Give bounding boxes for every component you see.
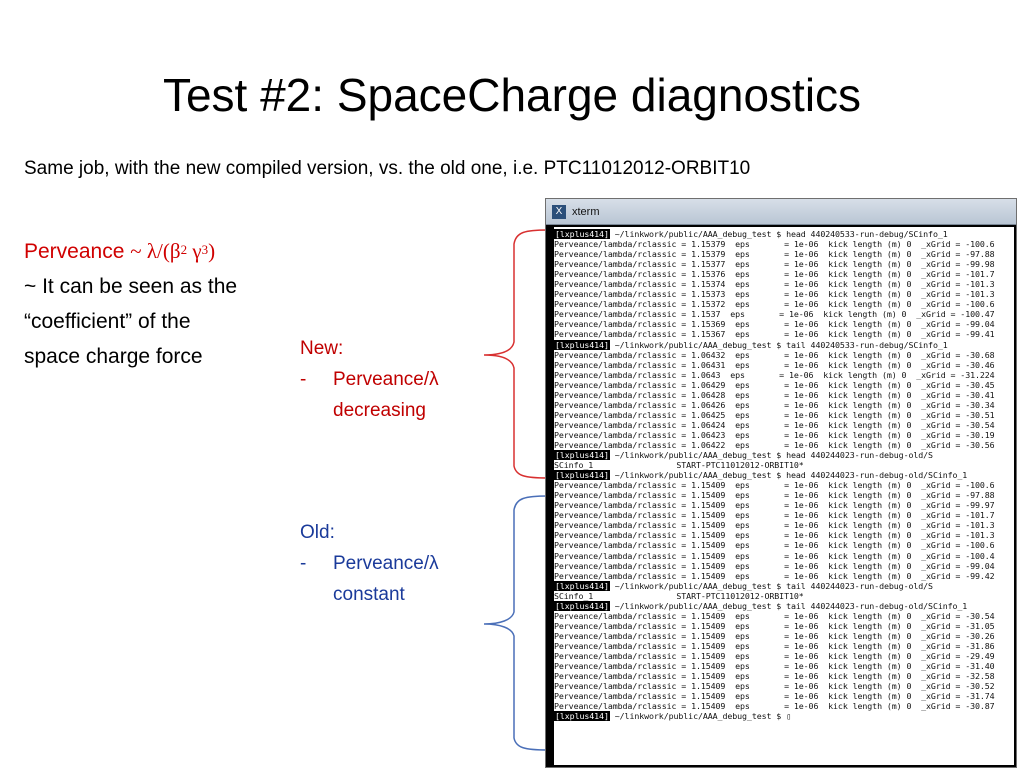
prompt-host-tag: [lxplus414] [555, 470, 609, 481]
terminal-line-text: Perveance/lambda/rclassic = 1.15409 eps = 1e-06 kick length (m) 0 _xGrid = -99.97 [554, 500, 995, 511]
perveance-word: Perveance [24, 240, 125, 263]
terminal-output-line [554, 430, 1014, 440]
terminal-output-line [554, 370, 1014, 380]
prompt-host-tag: [lxplus414] [555, 229, 609, 239]
terminal-output-line [554, 571, 1014, 581]
terminal-prompt-line [554, 601, 1014, 611]
terminal-output-line [554, 480, 1014, 490]
terminal-line-text: Perveance/lambda/rclassic = 1.15409 eps = 1e-06 kick length (m) 0 _xGrid = -99.04 [554, 560, 995, 571]
formula-exp-gamma: 3 [201, 242, 209, 257]
perveance-desc-line-3: space charge force [24, 345, 203, 368]
terminal-line-text: Perveance/lambda/rclassic = 1.15409 eps = 1e-06 kick length (m) 0 _xGrid = -30.87 [554, 701, 995, 712]
terminal-line-text: ~/linkwork/public/AAA_debug_test $ head 440244023-run-debug-old/SCinfo_1 [609, 470, 968, 481]
terminal-line-text: Perveance/lambda/rclassic = 1.15409 eps = 1e-06 kick length (m) 0 _xGrid = -100.6 [554, 540, 995, 551]
terminal-line-text: Perveance/lambda/rclassic = 1.06425 eps = 1e-06 kick length (m) 0 _xGrid = -30.51 [554, 409, 995, 420]
terminal-prompt-line [554, 581, 1014, 591]
formula-lambda-beta: ~ λ/(β [130, 239, 181, 263]
terminal-output[interactable] [554, 227, 1014, 765]
new-bullet-status: decreasing [333, 400, 426, 421]
terminal-output-line [554, 500, 1014, 510]
terminal-line-text: Perveance/lambda/rclassic = 1.15409 eps = 1e-06 kick length (m) 0 _xGrid = -30.52 [554, 681, 995, 692]
terminal-output-line [554, 400, 1014, 410]
xterm-window[interactable] [545, 198, 1017, 768]
perveance-desc-line-1: ~ It can be seen as the [24, 275, 238, 298]
terminal-output-line [554, 651, 1014, 661]
terminal-output-line [554, 309, 1014, 319]
prompt-host-tag: [lxplus414] [555, 600, 609, 611]
x-icon: X [552, 205, 566, 219]
prompt-host-tag: [lxplus414] [555, 450, 609, 461]
terminal-output-line [554, 410, 1014, 420]
terminal-prompt-line [554, 450, 1014, 460]
terminal-output-line [554, 510, 1014, 520]
terminal-line-text: Perveance/lambda/rclassic = 1.15409 eps = 1e-06 kick length (m) 0 _xGrid = -100.4 [554, 550, 995, 561]
new-bracket [484, 230, 548, 478]
terminal-line-text: Perveance/lambda/rclassic = 1.06428 eps = 1e-06 kick length (m) 0 _xGrid = -30.41 [554, 389, 995, 400]
formula-exp-beta: 2 [180, 242, 188, 257]
terminal-line-text: ~/linkwork/public/AAA_debug_test $ tail 440244023-run-debug-old/S [609, 580, 933, 591]
terminal-output-line [554, 661, 1014, 671]
terminal-output-line [554, 701, 1014, 711]
new-label: New: [300, 338, 344, 359]
terminal-output-line [554, 249, 1014, 259]
old-label: Old: [300, 522, 335, 543]
terminal-line-text: Perveance/lambda/rclassic = 1.15409 eps = 1e-06 kick length (m) 0 _xGrid = -31.74 [554, 691, 995, 702]
new-bullet-dash: - [300, 369, 307, 390]
terminal-line-text: Perveance/lambda/rclassic = 1.15409 eps = 1e-06 kick length (m) 0 _xGrid = -30.26 [554, 630, 995, 641]
terminal-line-text: Perveance/lambda/rclassic = 1.15409 eps = 1e-06 kick length (m) 0 _xGrid = -101.3 [554, 530, 995, 541]
terminal-line-text: Perveance/lambda/rclassic = 1.15409 eps = 1e-06 kick length (m) 0 _xGrid = -31.05 [554, 620, 995, 631]
terminal-output-line [554, 530, 1014, 540]
terminal-output-line [554, 641, 1014, 651]
terminal-output-line [554, 390, 1014, 400]
terminal-line-text: Perveance/lambda/rclassic = 1.15372 eps = 1e-06 kick length (m) 0 _xGrid = -100.6 [554, 299, 995, 310]
terminal-output-line [554, 621, 1014, 631]
terminal-output-line [554, 671, 1014, 681]
terminal-output-line [554, 490, 1014, 500]
terminal-output-line [554, 460, 1014, 470]
terminal-output-line [554, 611, 1014, 621]
formula-close: ) [208, 239, 216, 263]
terminal-line-text: Perveance/lambda/rclassic = 1.06424 eps = 1e-06 kick length (m) 0 _xGrid = -30.54 [554, 419, 995, 430]
prompt-host-tag: [lxplus414] [555, 711, 609, 722]
terminal-line-text: Perveance/lambda/rclassic = 1.15409 eps = 1e-06 kick length (m) 0 _xGrid = -101.7 [554, 510, 995, 521]
terminal-output-line [554, 279, 1014, 289]
terminal-output-line [554, 681, 1014, 691]
terminal-output-line [554, 269, 1014, 279]
slide-title: Test #2: SpaceCharge diagnostics [162, 69, 862, 121]
terminal-output-line [554, 420, 1014, 430]
terminal-line-text: Perveance/lambda/rclassic = 1.0643 eps = 1e-06 kick length (m) 0 _xGrid = -31.224 [554, 369, 995, 380]
terminal-line-text: Perveance/lambda/rclassic = 1.15409 eps = 1e-06 kick length (m) 0 _xGrid = -101.3 [554, 520, 995, 531]
terminal-line-text: Perveance/lambda/rclassic = 1.15409 eps = 1e-06 kick length (m) 0 _xGrid = -31.86 [554, 640, 995, 651]
terminal-line-text: ~/linkwork/public/AAA_debug_test $ tail 440240533-run-debug/SCinfo_1 [609, 339, 948, 350]
terminal-prompt-line [554, 711, 1014, 721]
old-bullet-dash: - [300, 553, 307, 574]
terminal-output-line [554, 360, 1014, 370]
terminal-output-line [554, 631, 1014, 641]
terminal-line-text: Perveance/lambda/rclassic = 1.06431 eps = 1e-06 kick length (m) 0 _xGrid = -30.46 [554, 359, 995, 370]
terminal-output-line [554, 289, 1014, 299]
terminal-line-text: Perveance/lambda/rclassic = 1.15409 eps = 1e-06 kick length (m) 0 _xGrid = -31.40 [554, 661, 995, 672]
terminal-line-text: Perveance/lambda/rclassic = 1.15376 eps = 1e-06 kick length (m) 0 _xGrid = -101.7 [554, 269, 995, 280]
xterm-title: xterm [572, 205, 600, 218]
terminal-line-text: Perveance/lambda/rclassic = 1.15379 eps = 1e-06 kick length (m) 0 _xGrid = -97.88 [554, 249, 995, 260]
terminal-line-text: ~/linkwork/public/AAA_debug_test $ head 440240533-run-debug/SCinfo_1 [609, 229, 948, 239]
terminal-line-text: Perveance/lambda/rclassic = 1.15409 eps = 1e-06 kick length (m) 0 _xGrid = -99.42 [554, 570, 995, 581]
terminal-prompt-line [554, 470, 1014, 480]
terminal-output-line [554, 329, 1014, 339]
terminal-line-text: Perveance/lambda/rclassic = 1.15369 eps = 1e-06 kick length (m) 0 _xGrid = -99.04 [554, 319, 995, 330]
terminal-line-text: Perveance/lambda/rclassic = 1.15409 eps = 1e-06 kick length (m) 0 _xGrid = -32.58 [554, 671, 995, 682]
old-bullet-text: Perveance/λ [333, 553, 439, 574]
terminal-output-line [554, 299, 1014, 309]
terminal-line-text: Perveance/lambda/rclassic = 1.15374 eps = 1e-06 kick length (m) 0 _xGrid = -101.3 [554, 279, 995, 290]
terminal-prompt-line [554, 340, 1014, 350]
perveance-desc-line-2: “coefficient” of the [24, 310, 191, 333]
terminal-output-line [554, 259, 1014, 269]
old-bullet-status: constant [333, 584, 405, 605]
terminal-prompt-line [554, 229, 1014, 239]
xterm-titlebar[interactable] [546, 199, 1016, 225]
terminal-line-text: ~/linkwork/public/AAA_debug_test $ head 440244023-run-debug-old/S [609, 450, 933, 461]
terminal-output-line [554, 239, 1014, 249]
terminal-line-text: Perveance/lambda/rclassic = 1.15409 eps = 1e-06 kick length (m) 0 _xGrid = -100.6 [554, 480, 995, 491]
terminal-output-line [554, 520, 1014, 530]
terminal-line-text: Perveance/lambda/rclassic = 1.06426 eps = 1e-06 kick length (m) 0 _xGrid = -30.34 [554, 399, 995, 410]
terminal-line-text: ~/linkwork/public/AAA_debug_test $ ▯ [609, 711, 791, 722]
terminal-line-text: ~/linkwork/public/AAA_debug_test $ tail 440244023-run-debug-old/SCinfo_1 [609, 600, 968, 611]
terminal-line-text: Perveance/lambda/rclassic = 1.15373 eps = 1e-06 kick length (m) 0 _xGrid = -101.3 [554, 289, 995, 300]
formula-gamma: γ [192, 239, 202, 263]
terminal-line-text: Perveance/lambda/rclassic = 1.15409 eps = 1e-06 kick length (m) 0 _xGrid = -29.49 [554, 650, 995, 661]
terminal-output-line [554, 561, 1014, 571]
terminal-output-line [554, 380, 1014, 390]
terminal-line-text: Perveance/lambda/rclassic = 1.06429 eps = 1e-06 kick length (m) 0 _xGrid = -30.45 [554, 379, 995, 390]
terminal-output-line [554, 551, 1014, 561]
terminal-output-line [554, 540, 1014, 550]
terminal-line-text: Perveance/lambda/rclassic = 1.15409 eps = 1e-06 kick length (m) 0 _xGrid = -97.88 [554, 490, 995, 501]
terminal-output-line [554, 319, 1014, 329]
terminal-line-text: Perveance/lambda/rclassic = 1.15367 eps = 1e-06 kick length (m) 0 _xGrid = -99.41 [554, 329, 995, 340]
terminal-line-text: Perveance/lambda/rclassic = 1.15379 eps = 1e-06 kick length (m) 0 _xGrid = -100.6 [554, 239, 995, 250]
terminal-line-text: SCinfo_1 START-PTC11012012-ORBIT10* [554, 590, 804, 601]
terminal-line-text: Perveance/lambda/rclassic = 1.06422 eps = 1e-06 kick length (m) 0 _xGrid = -30.56 [554, 439, 995, 450]
prompt-host-tag: [lxplus414] [555, 580, 609, 591]
terminal-line-text: Perveance/lambda/rclassic = 1.06423 eps = 1e-06 kick length (m) 0 _xGrid = -30.19 [554, 429, 995, 440]
terminal-line-text: Perveance/lambda/rclassic = 1.15377 eps = 1e-06 kick length (m) 0 _xGrid = -99.98 [554, 259, 995, 270]
new-bullet-text: Perveance/λ [333, 369, 439, 390]
terminal-output-line [554, 591, 1014, 601]
prompt-host-tag: [lxplus414] [555, 339, 609, 350]
terminal-line-text: SCinfo_1 START-PTC11012012-ORBIT10* [554, 460, 804, 471]
terminal-line-text: Perveance/lambda/rclassic = 1.06432 eps = 1e-06 kick length (m) 0 _xGrid = -30.68 [554, 349, 995, 360]
terminal-output-line [554, 350, 1014, 360]
terminal-line-text: Perveance/lambda/rclassic = 1.15409 eps = 1e-06 kick length (m) 0 _xGrid = -30.54 [554, 610, 995, 621]
terminal-output-line [554, 691, 1014, 701]
old-bracket [484, 496, 548, 750]
terminal-line-text: Perveance/lambda/rclassic = 1.1537 eps = 1e-06 kick length (m) 0 _xGrid = -100.47 [554, 309, 995, 320]
slide-subtitle: Same job, with the new compiled version, vs. the old one, i.e. PTC11012012-ORBIT10 [24, 158, 751, 179]
terminal-output-line [554, 440, 1014, 450]
